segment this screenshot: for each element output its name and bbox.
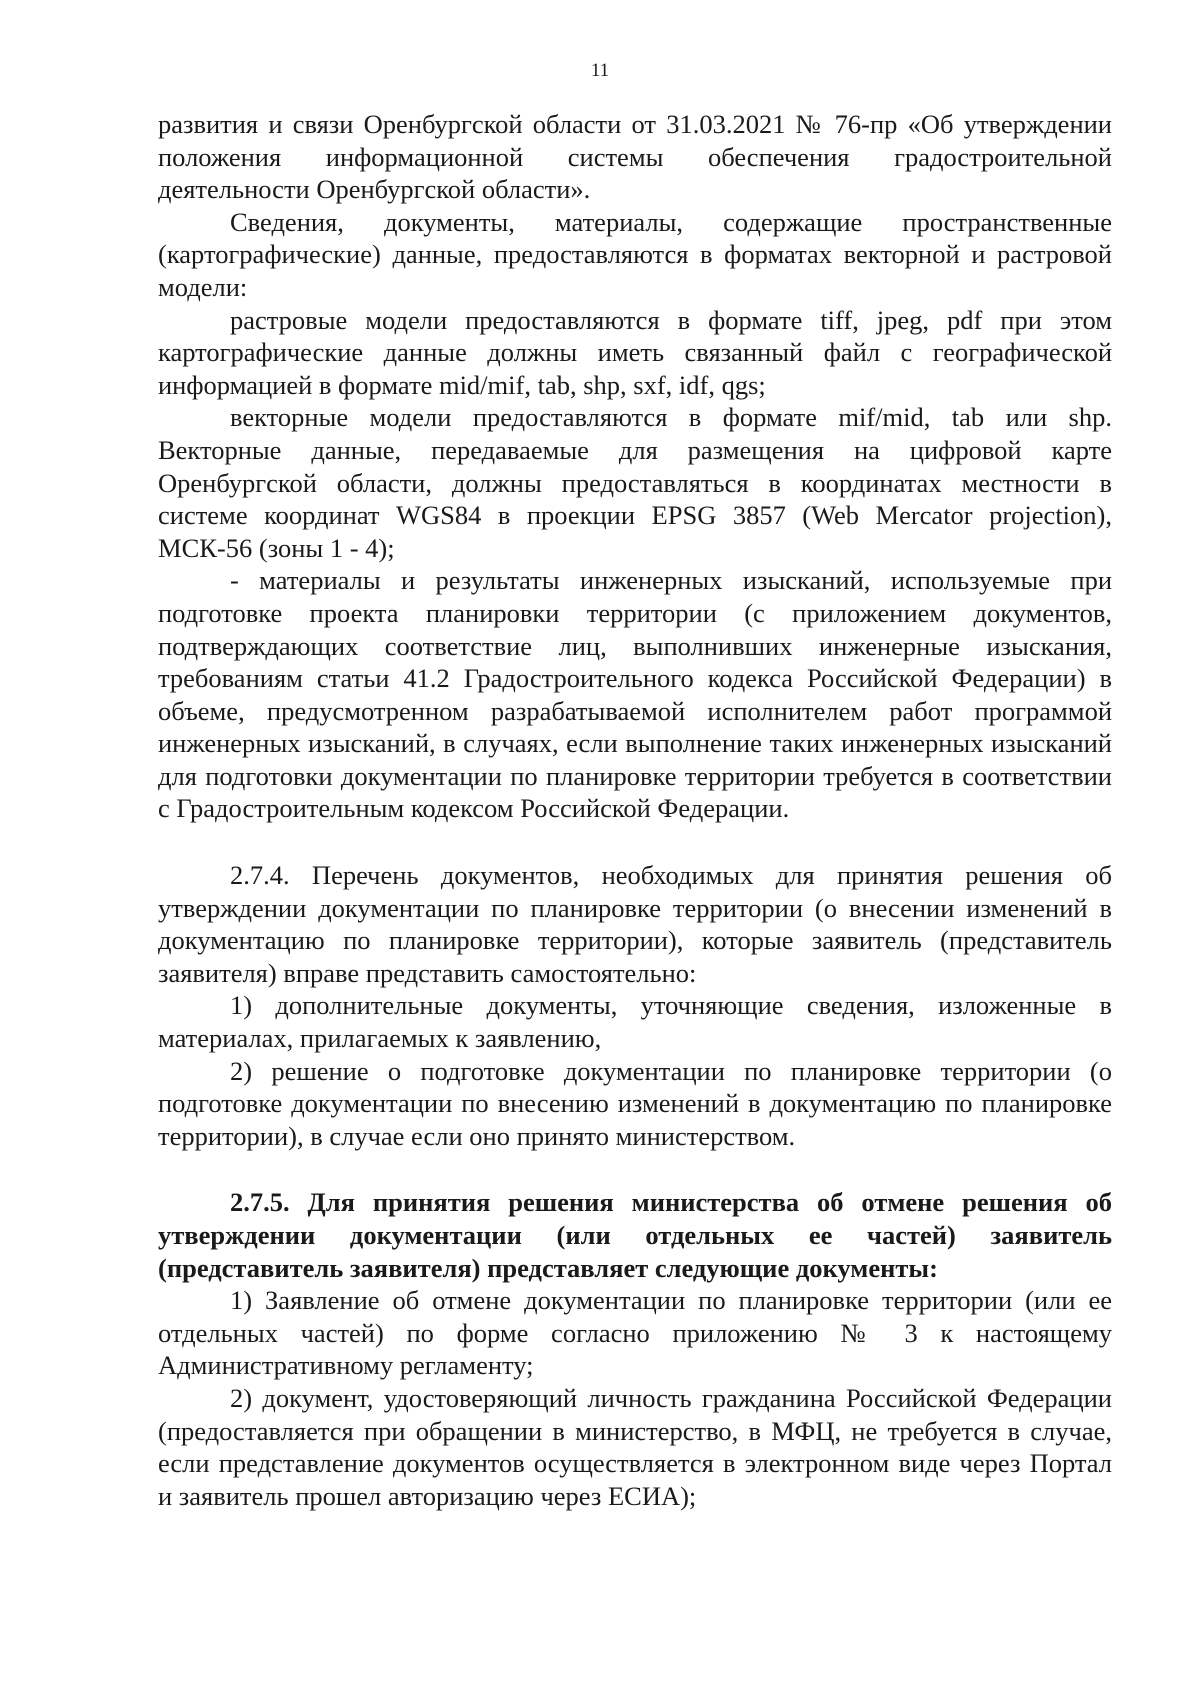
section-2-7-4: 2.7.4. Перечень документов, необходимых для принятия решения об утверждении документации по планировке территории (о внесении изменений в документацию по планировке территории), которые заявитель (представитель заявителя) вправе представить самостоятельно: bbox=[158, 860, 1112, 988]
paragraph-vector-models: векторные модели предоставляются в формате mif/mid, tab или shp. Векторные данные, передаваемые для размещения на цифровой карте Оренбургской области, должны предоставляться в координатах местности в системе координат WGS84 в проекции EPSG 3857 (Web Mercator projection), МСК-56 (зоны 1 - 4); bbox=[158, 402, 1112, 563]
paragraph-raster-models: растровые модели предоставляются в формате tiff, jpeg, pdf при этом картографические данные должны иметь связанный файл с географической информацией в формате mid/mif, tab, shp, sxf, idf, qgs; bbox=[158, 304, 1112, 400]
list-item-identity-document: 2) документ, удостоверяющий личность гражданина Российской Федерации (предоставляется при обращении в министерство, в МФЦ, не требуется в случае, если представление документов осуществляется в электронном виде через Портал и заявитель прошел авторизацию через ЕСИА); bbox=[158, 1382, 1112, 1511]
paragraph-engineering-surveys: - материалы и результаты инженерных изысканий, используемые при подготовке проекта планировки территории (с приложением документов, подтверждающих соответствие лиц, выполнивших инженерные изыскания, требованиям статьи 41.2 Градостроительного кодекса Российской Федерации) в объеме, предусмотренном разрабатываемой исполнителем работ программой инженерных изысканий, в случаях, если выполнение таких инженерных изысканий для подготовки документации по планировке территории требуется в соответствии с Градостроительным кодексом Российской Федерации. bbox=[158, 565, 1112, 824]
paragraph-gap bbox=[158, 825, 1112, 859]
list-item-1: 1) дополнительные документы, уточняющие сведения, изложенные в материалах, прилагаемых к заявлению, bbox=[158, 990, 1112, 1054]
page-number: 11 bbox=[590, 60, 610, 81]
paragraph-spatial-data: Сведения, документы, материалы, содержащие пространственные (картографические) данные, предоставляются в форматах векторной и растровой модели: bbox=[158, 206, 1112, 302]
list-item-application: 1) Заявление об отмене документации по планировке территории (или ее отдельных частей) по форме согласно приложению № 3 к настоящему Административному регламенту; bbox=[158, 1285, 1112, 1381]
section-2-7-5-heading: 2.7.5. Для принятия решения министерства об отмене решения об утверждении документации (или отдельных ее частей) заявитель (представитель заявителя) представляет следующие документы: bbox=[158, 1187, 1112, 1283]
list-item-2: 2) решение о подготовке документации по планировке территории (о подготовке документации по внесению изменений в документацию по планировке территории), в случае если оно принято министерством. bbox=[158, 1055, 1112, 1151]
paragraph-gap bbox=[158, 1152, 1112, 1186]
paragraph-continuation: развития и связи Оренбургской области от 31.03.2021 № 76-пр «Об утверждении положения информационной системы обеспечения градостроительной деятельности Оренбургской области». bbox=[158, 109, 1112, 205]
document-body bbox=[158, 108, 1112, 1512]
